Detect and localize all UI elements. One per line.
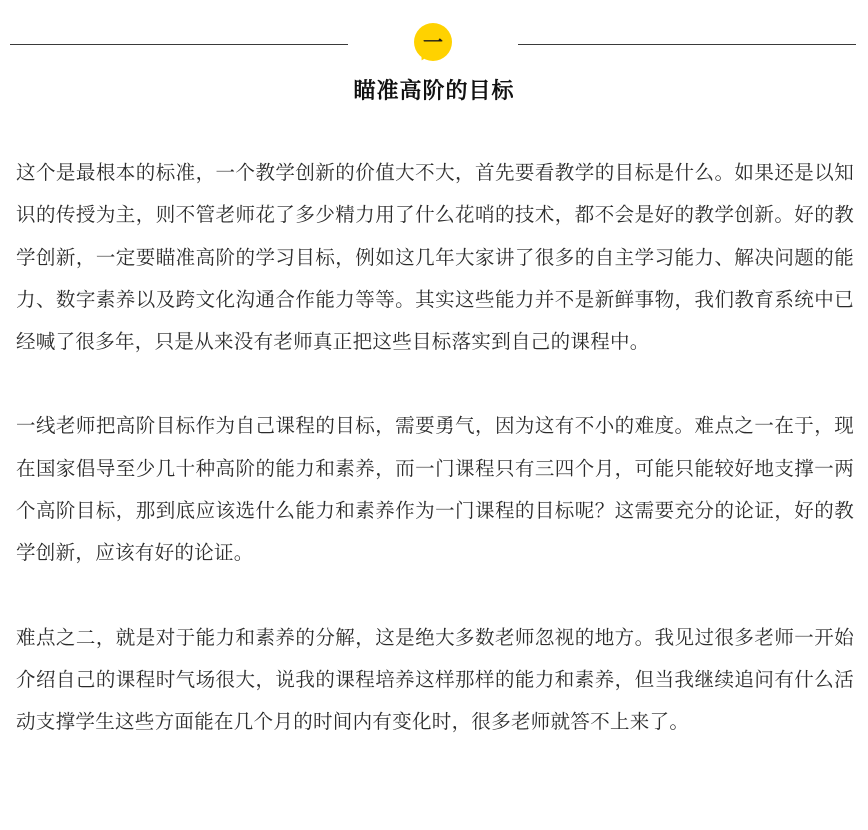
divider-right (518, 44, 856, 45)
paragraph-3: 难点之二，就是对于能力和素养的分解，这是绝大多数老师忽视的地方。我见过很多老师一开始介绍自己的课程时气场很大，说我的课程培养这样那样的能力和素养，但当我继续追问有什么活动支撑学生这些方面能在几个月的时间内有变化时，很多老师就答不上来了。 (16, 625, 854, 734)
section-header (0, 0, 868, 130)
section-number: 一 (423, 30, 443, 54)
section-number-badge (414, 23, 452, 61)
paragraph-2: 一线老师把高阶目标作为自己课程的目标，需要勇气，因为这有不小的难度。难点之一在于，现在国家倡导至少几十种高阶的能力和素养，而一门课程只有三四个月，可能只能较好地支撑一两个高阶目标，那到底应该选什么能力和素养作为一门课程的目标呢？这需要充分的论证，好的教学创新，应该有好的论证。 (16, 414, 854, 565)
article-body (16, 152, 854, 786)
paragraph-1: 这个是最根本的标准，一个教学创新的价值大不大，首先要看教学的目标是什么。如果还是以知识的传授为主，则不管老师花了多少精力用了什么花哨的技术，都不会是好的教学创新。好的教学创新，一定要瞄准高阶的学习目标，例如这几年大家讲了很多的自主学习能力、解决问题的能力、数字素养以及跨文化沟通合作能力等等。其实这些能力并不是新鲜事物，我们教育系统中已经喊了很多年，只是从来没有老师真正把这些目标落实到自己的课程中。 (16, 161, 854, 354)
section-title: 瞄准高阶的目标 (353, 79, 515, 104)
divider-left (10, 44, 348, 45)
